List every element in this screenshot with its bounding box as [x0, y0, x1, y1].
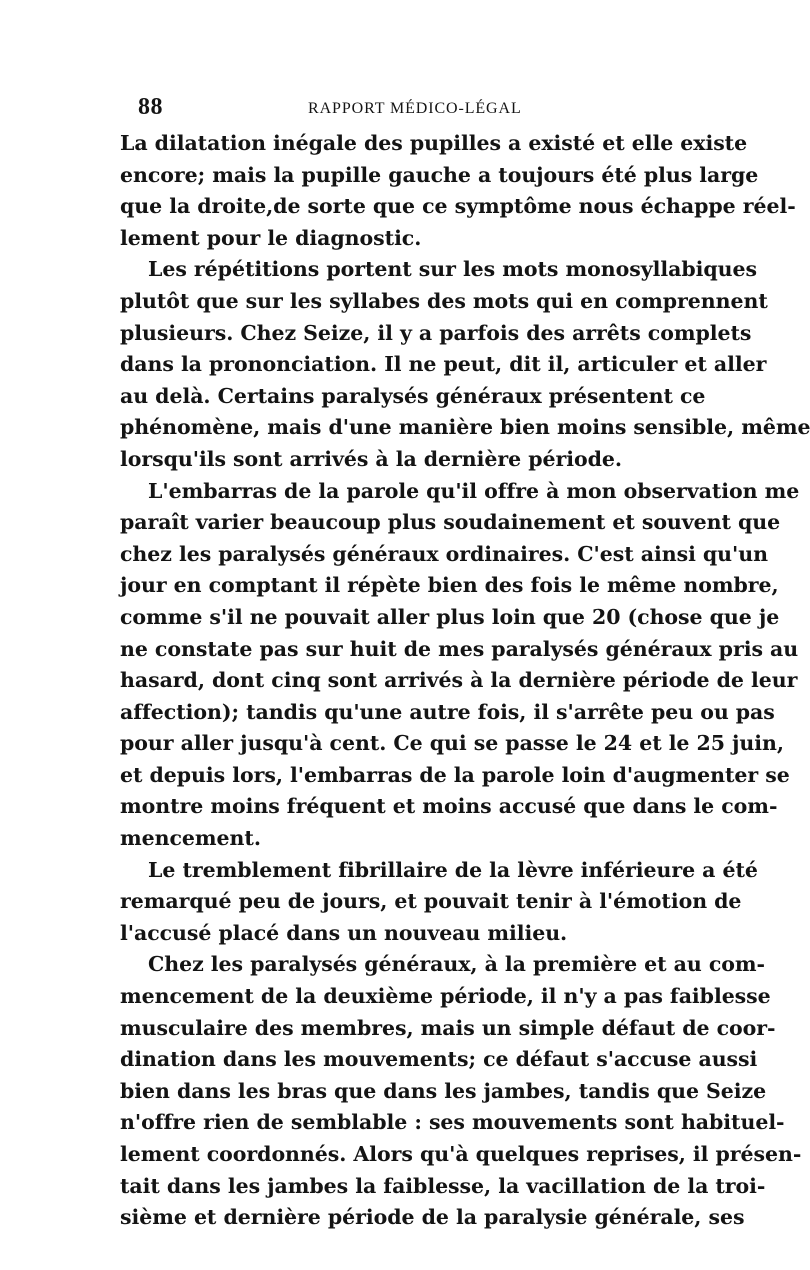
text-line: dination dans les mouvements; ce défaut s'accuse aussi: [120, 1047, 758, 1072]
body-text: [120, 128, 810, 1230]
text-line: mencement.: [120, 826, 261, 851]
text-line: Chez les paralysés généraux, à la première et au com-: [148, 952, 766, 977]
paragraph: [120, 254, 810, 475]
text-line: plutôt que sur les syllabes des mots qui en comprennent: [120, 288, 768, 313]
text-line: pour aller jusqu'à cent. Ce qui se passe le 24 et le 25 juin,: [120, 731, 784, 756]
paragraph: [120, 128, 796, 254]
text-line: L'embarras de la parole qu'il offre à mon observation me: [148, 478, 800, 503]
text-line: Les répétitions portent sur les mots monosyllabiques: [148, 257, 757, 282]
text-line: musculaire des membres, mais un simple défaut de coor-: [120, 1015, 776, 1040]
page-header: [120, 90, 680, 122]
text-line: plusieurs. Chez Seize, il y a parfois des arrêts complets: [120, 320, 752, 345]
page-number: 88: [138, 94, 163, 120]
text-line: chez les paralysés généraux ordinaires. C'est ainsi qu'un: [120, 541, 768, 566]
text-line: affection); tandis qu'une autre fois, il s'arrête peu ou pas: [120, 699, 775, 724]
text-line: sième et dernière période de la paralysie générale, ses: [120, 1205, 745, 1230]
running-title: RAPPORT MÉDICO-LÉGAL: [308, 100, 522, 117]
text-line: et depuis lors, l'embarras de la parole loin d'augmenter se: [120, 762, 790, 787]
text-line: Le tremblement fibrillaire de la lèvre inférieure a été: [148, 857, 758, 882]
text-line: encore; mais la pupille gauche a toujours été plus large: [120, 162, 759, 187]
text-line: l'accusé placé dans un nouveau milieu.: [120, 920, 568, 945]
text-line: phénomène, mais d'une manière bien moins sensible, même: [120, 415, 810, 440]
text-line: mencement de la deuxième période, il n'y a pas faiblesse: [120, 984, 771, 1009]
text-line: comme s'il ne pouvait aller plus loin que 20 (chose que je: [120, 604, 780, 629]
text-line: montre moins fréquent et moins accusé que dans le com-: [120, 794, 778, 819]
text-line: jour en comptant il répète bien des fois le même nombre,: [120, 573, 779, 598]
text-line: dans la prononciation. Il ne peut, dit il, articuler et aller: [120, 352, 767, 377]
text-line: remarqué peu de jours, et pouvait tenir à l'émotion de: [120, 889, 742, 914]
text-line: paraît varier beaucoup plus soudainement et souvent que: [120, 510, 781, 535]
text-line: n'offre rien de semblable : ses mouvements sont habituel-: [120, 1110, 785, 1135]
text-line: lement coordonnés. Alors qu'à quelques reprises, il présen-: [120, 1142, 802, 1166]
text-line: lorsqu'ils sont arrivés à la dernière période.: [120, 446, 622, 471]
paragraph: [120, 855, 758, 950]
text-line: au delà. Certains paralysés généraux présentent ce: [120, 383, 706, 408]
paragraph: [120, 949, 802, 1233]
text-line: hasard, dont cinq sont arrivés à la dernière période de leur: [120, 668, 798, 693]
text-line: La dilatation inégale des pupilles a existé et elle existe: [120, 131, 748, 155]
text-line: bien dans les bras que dans les jambes, tandis que Seize: [120, 1078, 767, 1103]
paragraph: [120, 476, 800, 855]
text-line: ne constate pas sur huit de mes paralysés généraux pris au: [120, 636, 799, 661]
text-line: lement pour le diagnostic.: [120, 225, 422, 250]
text-line: tait dans les jambes la faiblesse, la vacillation de la troi-: [120, 1173, 766, 1198]
text-line: que la droite,de sorte que ce symptôme nous échappe réel-: [120, 194, 796, 219]
